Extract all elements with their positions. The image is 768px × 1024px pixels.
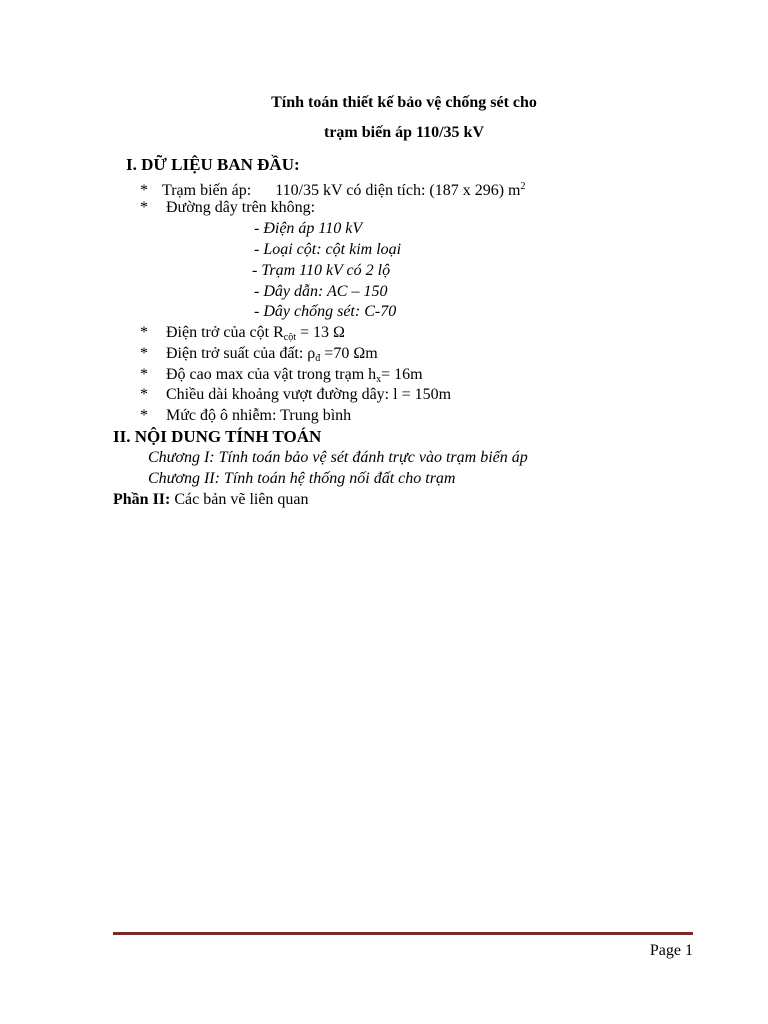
pollution-item — [140, 406, 351, 426]
overhead-line-subitem: - Loại cột: cột kim loại — [254, 241, 402, 258]
resistance-subscript: cột — [283, 332, 296, 343]
bullet: * — [140, 386, 148, 403]
bullet: * — [140, 324, 148, 341]
bullet: * — [140, 182, 148, 199]
height-value: = 16m — [381, 366, 423, 383]
footer-rule — [113, 932, 693, 935]
overhead-line-subitem: - Trạm 110 kV có 2 lộ — [252, 262, 391, 279]
resistivity-label: Điện trở suất của đất: ρ — [166, 345, 316, 362]
overhead-line-subitem: - Điện áp 110 kV — [254, 220, 363, 237]
station-value: 110/35 kV có diện tích: (187 x 296) m — [275, 182, 521, 199]
station-superscript: 2 — [520, 181, 526, 192]
resistivity-subscript: đ — [315, 353, 321, 364]
height-subscript: x — [376, 374, 382, 385]
bullet: * — [140, 199, 148, 216]
document-title-line-2: trạm biến áp 110/35 kV — [323, 124, 484, 141]
resistance-value: = 13 Ω — [295, 324, 345, 341]
page-number: Page 1 — [649, 942, 693, 959]
bullet: * — [140, 345, 148, 362]
resistance-label: Điện trở của cột R — [166, 324, 284, 341]
document-title-line-1: Tính toán thiết kế bảo vệ chống sét cho — [271, 94, 537, 111]
part-2-label: Phần II: — [113, 491, 171, 508]
span-item — [140, 385, 451, 405]
chapter-item: Chương I: Tính toán bảo vệ sét đánh trực vào trạm biến áp — [148, 449, 528, 466]
section-1-heading: I. DỮ LIỆU BAN ĐẦU: — [126, 155, 300, 174]
part-2-text: Các bản vẽ liên quan — [170, 491, 309, 508]
station-label: Trạm biến áp: — [162, 182, 252, 199]
part-2-line — [113, 490, 309, 510]
chapter-item: Chương II: Tính toán hệ thống nối đất cho trạm — [148, 470, 456, 487]
overhead-line-subitem: - Dây dẫn: AC – 150 — [254, 283, 388, 300]
section-2-heading: II. NỘI DUNG TÍNH TOÁN — [113, 427, 322, 446]
span-text: Chiều dài khoảng vượt đường dây: l = 150m — [166, 386, 452, 403]
overhead-line-item — [140, 198, 315, 218]
overhead-line-subitem: - Dây chống sét: C-70 — [254, 303, 397, 320]
resistivity-value: =70 Ωm — [320, 345, 378, 362]
pollution-text: Mức độ ô nhiễm: Trung bình — [166, 407, 352, 424]
overhead-line-label: Đường dây trên không: — [166, 199, 316, 216]
bullet: * — [140, 366, 148, 383]
height-label: Độ cao max của vật trong trạm h — [166, 366, 377, 383]
bullet: * — [140, 407, 148, 424]
